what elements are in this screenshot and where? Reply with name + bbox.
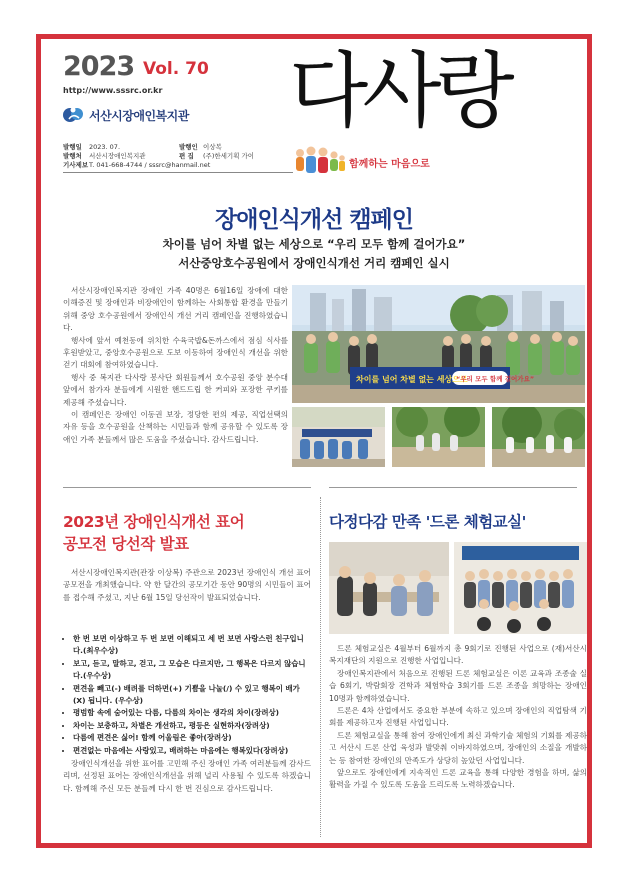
contest-intro: [63, 567, 311, 604]
paragraph: 드론 체험교실은 4월부터 6월까지 총 9회기로 진행된 사업으로 (재)서산시복지재단의 지원으로 진행한 사업입니다.: [329, 644, 587, 666]
winning-slogans-list: [63, 633, 311, 757]
paragraph: 장애인식개선을 위한 표어를 고민해 주신 장애인 가족 여러분들께 감사드리며, 선정된 표어는 장애인식개선을 위해 널리 사용될 수 있도록 하겠습니다. 함께해 주신 모든 분들께 다시 한 번 진심으로 감사드립니다.: [63, 759, 311, 793]
list-item: • 평범함 속에 숨어있는 다름, 다름의 차이는 생각의 차이(장려상): [73, 707, 311, 719]
page-frame: [36, 34, 592, 848]
meta-value: 서산시장애인복지관: [89, 152, 146, 160]
list-item: • 한 번 보면 이상하고 두 번 보면 이해되고 세 번 보면 사랑스런 친구입니다.(최우수상): [73, 633, 311, 658]
meta-value: (주)한세기획 가이: [203, 152, 255, 160]
list-item: • 보고, 듣고, 말하고, 걷고, 그 모습은 다르지만, 그 행복은 다르지 않습니다.(우수상): [73, 658, 311, 683]
drone-class-photo-2: [454, 542, 587, 634]
contest-closing: [63, 758, 311, 795]
drone-article: [329, 643, 587, 792]
paragraph: 앞으로도 장애인에게 지속적인 드론 교육을 통해 다양한 경험을 하며, 삶의 활력을 가질 수 있도록 도움을 드리도록 노력하겠습니다.: [329, 768, 587, 790]
paragraph: 장애인복지관에서 처음으로 진행된 드론 체험교실은 이론 교육과 조종술 실습 6회기, 박람회장 견학과 체험학습 3회기를 드론 조종을 희망하는 장애인 10명과 함께하였습니다.: [329, 668, 587, 703]
campaign-photo-3: [392, 407, 485, 467]
list-item: • 편견없는 마음에는 사랑있고, 배려하는 마음에는 행복있다(장려상): [73, 745, 311, 757]
meta-key: 편 집: [179, 152, 194, 160]
column-separator: [320, 497, 321, 837]
publication-info: [63, 143, 293, 170]
campaign-photo-2: [292, 407, 385, 467]
issue-year: 2023: [63, 51, 135, 82]
paragraph: 이 캠페인은 장애인 이동권 보장, 정당한 편의 제공, 직업선택의 자유 등을 호수공원을 산책하는 시민들과 함께 공유할 수 있도록 장애인 가족 분들께서 많은 도움을 주셨습니다. 감사드립니다.: [63, 410, 288, 444]
list-item: • 편견을 빼고(-) 배려를 더하면(+) 기쁨을 나눌(/) 수 있고 행복이 배가(X) 됩니다. (우수상): [73, 683, 311, 708]
meta-value: T. 041-668-4744 / sssrc@hanmail.net: [89, 161, 211, 169]
meta-value: 이상복: [203, 143, 222, 151]
paragraph: 행사 중 복지관 다사랑 봉사단 회원들께서 호수공원 중앙 분수대 앞에서 참가자 분들에게 시원한 핸드드립 한 커피와 포장한 쿠키를 제공해 주셨습니다.: [63, 372, 288, 407]
paragraph: 드론은 4차 산업에서도 중요한 부분에 속하고 있으며 장애인의 직업탐색 기회를 제공하고자 진행된 사업입니다.: [329, 706, 587, 728]
drone-class-photo-1: [329, 542, 449, 634]
org-name: 서산시장애인복지관: [89, 108, 189, 123]
masthead-title: 다사랑: [289, 44, 509, 139]
title-line: 2023년 장애인식개선 표어: [63, 513, 245, 531]
website-url[interactable]: http://www.sssrc.or.kr: [63, 86, 163, 95]
family-illustration: [293, 145, 345, 175]
issue-volume: Vol. 70: [143, 59, 209, 79]
org-logo-icon: [63, 105, 85, 125]
title-line: 공모전 당선작 발표: [63, 535, 189, 553]
divider: [63, 172, 293, 173]
campaign-photo-4: [492, 407, 585, 467]
paragraph: 서산시장애인복지관 장애인 가족 40명은 6월16일 장애에 대한 이해증진 및 장애인과 비장애인이 함께하는 사회통합 환경을 만들기 위해 중앙 호수공원에서 장애인식 개선 거리 캠페인을 진행하였습니다.: [63, 286, 288, 333]
list-item: • 다름에 편견은 싫어! 함께 어울림은 좋아(장려상): [73, 732, 311, 744]
meta-key: 발행일: [63, 143, 82, 151]
headline-subtitle: 차이를 넘어 차별 없는 세상으로 “우리 모두 함께 걸어가요”: [162, 237, 466, 251]
org-logo: [63, 105, 189, 125]
meta-value: 2023. 07.: [89, 143, 121, 151]
meta-key: 발행처: [63, 152, 82, 160]
banner-text: 차이를 넘어 차별 없는 세상으로: [356, 375, 468, 384]
campaign-group-photo: [292, 285, 585, 403]
paragraph: 드론 체험교실을 통해 참여 장애인에게 최신 과학기술 체험의 기회를 제공하고 서산시 드론 산업 육성과 발맞춰 이바지하였으며, 장애인의 소질을 개발하는 등 참여한 장애인의 만족도가 상당히 높았던 사업입니다.: [329, 730, 587, 765]
meta-key: 발행인: [179, 143, 198, 151]
headline-subtitle: 서산중앙호수공원에서 장애인식개선 거리 캠페인 실시: [178, 256, 450, 270]
main-headline: 장애인식개선 캠페인: [215, 207, 413, 233]
list-item: • 차이는 보충하고, 차별은 개선하고, 평등은 실현하자(장려상): [73, 720, 311, 732]
drone-section-title: 다정다감 만족 '드론 체험교실': [329, 513, 526, 531]
banner-text: “우리 모두 함께 걸어가요”: [456, 375, 535, 383]
section-divider: [63, 487, 311, 488]
slogan: 함께하는 마음으로: [349, 159, 430, 170]
paragraph: 서산시장애인복지관(관장 이상복) 주관으로 2023년 장애인식 개선 표어 공모전을 개최했습니다. 약 한 달간의 공모기간 동안 90명의 시민들이 표어를 접수해 주셨고, 지난 6월 15일 당선작이 발표되었습니다.: [63, 568, 311, 602]
contest-section-title: [63, 511, 244, 555]
campaign-article: [63, 285, 288, 446]
meta-key: 기사제보: [63, 161, 89, 169]
section-divider: [329, 487, 577, 488]
paragraph: 행사에 앞서 예천동에 위치한 수육국밥&돈까스에서 점심 식사를 후원받았고, 중앙호수공원으로 도보 이동하여 장애인식 개선을 위한 걷기 대회에 참여하였습니다.: [63, 335, 288, 370]
